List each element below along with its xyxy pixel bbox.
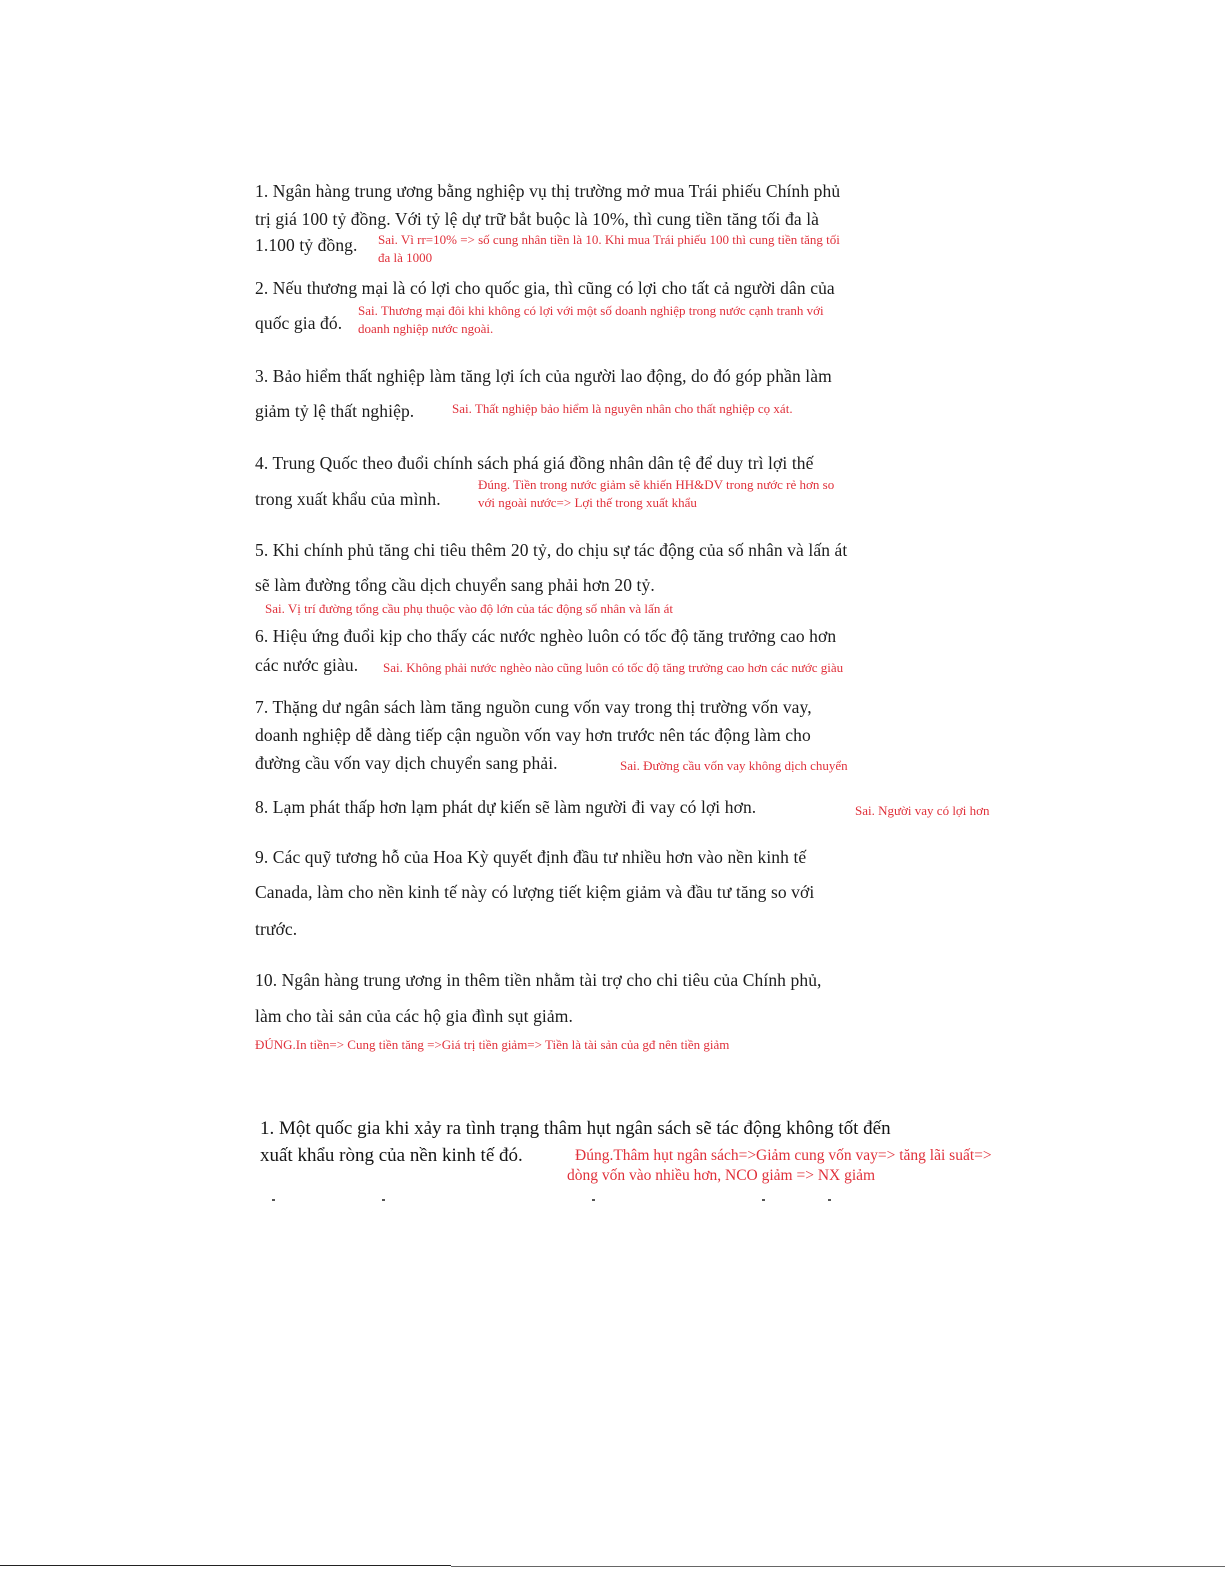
q8-line-1: 8. Lạm phát thấp hơn lạm phát dự kiến sẽ làm người đi vay có lợi hơn. [255,797,757,817]
q4-line-1: 4. Trung Quốc theo đuổi chính sách phá giá đồng nhân dân tệ để duy trì lợi thế [255,453,814,473]
q6-answer: Sai. Không phải nước nghèo nào cũng luôn có tốc độ tăng trưởng cao hơn các nước giàu [383,660,844,675]
s2-q1-answer-2: dòng vốn vào nhiều hơn, NCO giảm => NX giảm [567,1167,876,1184]
q1-answer-2: đa là 1000 [378,250,433,265]
q2-line-1: 2. Nếu thương mại là có lợi cho quốc gia, thì cũng có lợi cho tất cả người dân của [255,278,835,298]
bottom-edge-line-left [0,1565,451,1566]
q7-line-1: 7. Thặng dư ngân sách làm tăng nguồn cung vốn vay trong thị trường vốn vay, [255,697,812,717]
q8-answer: Sai. Người vay có lợi hơn [855,803,990,818]
cropped-text-fragment [262,1188,902,1192]
q6-line-2: các nước giàu. [255,655,359,675]
q6-line-1: 6. Hiệu ứng đuổi kịp cho thấy các nước nghèo luôn có tốc độ tăng trưởng cao hơn [255,626,837,646]
q10-line-1: 10. Ngân hàng trung ương in thêm tiền nhằm tài trợ cho chi tiêu của Chính phủ, [255,970,822,990]
q1-line-3: 1.100 tỷ đồng. [255,235,358,255]
q3-line-2: giảm tỷ lệ thất nghiệp. [255,401,415,421]
q2-answer-2: doanh nghiệp nước ngoài. [358,321,494,336]
q7-answer: Sai. Đường cầu vốn vay không dịch chuyển [620,758,848,773]
q7-line-3: đường cầu vốn vay dịch chuyển sang phải. [255,753,558,773]
q2-answer-1: Sai. Thương mại đôi khi không có lợi với một số doanh nghiệp trong nước cạnh tranh với [358,303,824,318]
q9-line-3: trước. [255,919,298,939]
q1-line-1: 1. Ngân hàng trung ương bằng nghiệp vụ thị trường mở mua Trái phiếu Chính phủ [255,181,841,201]
q7-line-2: doanh nghiệp dễ dàng tiếp cận nguồn vốn vay hơn trước nên tác động làm cho [255,725,811,745]
q10-answer: ĐÚNG.In tiền=> Cung tiền tăng =>Giá trị tiền giảm=> Tiền là tài sản của gđ nên tiền giảm [255,1037,730,1052]
s2-q1-answer-1: Đúng.Thâm hụt ngân sách=>Giảm cung vốn vay=> tăng lãi suất=> [575,1147,992,1164]
q10-line-2: làm cho tài sản của các hộ gia đình sụt giảm. [255,1006,573,1026]
q5-line-1: 5. Khi chính phủ tăng chi tiêu thêm 20 tỷ, do chịu sự tác động của số nhân và lấn át [255,540,848,560]
q5-answer: Sai. Vị trí đường tổng cầu phụ thuộc vào độ lớn của tác động số nhân và lấn át [265,601,673,616]
q9-line-1: 9. Các quỹ tương hỗ của Hoa Kỳ quyết định đầu tư nhiều hơn vào nền kinh tế [255,847,807,867]
q9-line-2: Canada, làm cho nền kinh tế này có lượng tiết kiệm giảm và đầu tư tăng so với [255,882,815,902]
q3-answer: Sai. Thất nghiệp bảo hiểm là nguyên nhân cho thất nghiệp cọ xát. [452,401,793,416]
s2-q1-line-1: 1. Một quốc gia khi xảy ra tình trạng thâm hụt ngân sách sẽ tác động không tốt đến [260,1118,891,1139]
q1-answer-1: Sai. Vì rr=10% => số cung nhân tiền là 10. Khi mua Trái phiếu 100 thì cung tiền tăng tối [378,232,840,247]
q5-line-2: sẽ làm đường tổng cầu dịch chuyển sang phải hơn 20 tỷ. [255,575,655,595]
q4-answer-1: Đúng. Tiền trong nước giảm sẽ khiến HH&DV trong nước rẻ hơn so [478,477,835,492]
q2-line-2: quốc gia đó. [255,313,343,333]
bottom-edge-line-right [451,1566,1225,1567]
q1-line-2: trị giá 100 tỷ đồng. Với tỷ lệ dự trữ bắt buộc là 10%, thì cung tiền tăng tối đa là [255,209,820,229]
cropped-text-marks [262,1197,902,1201]
s2-q1-line-2: xuất khẩu ròng của nền kinh tế đó. [260,1145,523,1166]
q3-line-1: 3. Bảo hiểm thất nghiệp làm tăng lợi ích của người lao động, do đó góp phần làm [255,366,832,386]
q4-line-2: trong xuất khẩu của mình. [255,489,441,509]
q4-answer-2: với ngoài nước=> Lợi thế trong xuất khẩu [478,495,697,510]
